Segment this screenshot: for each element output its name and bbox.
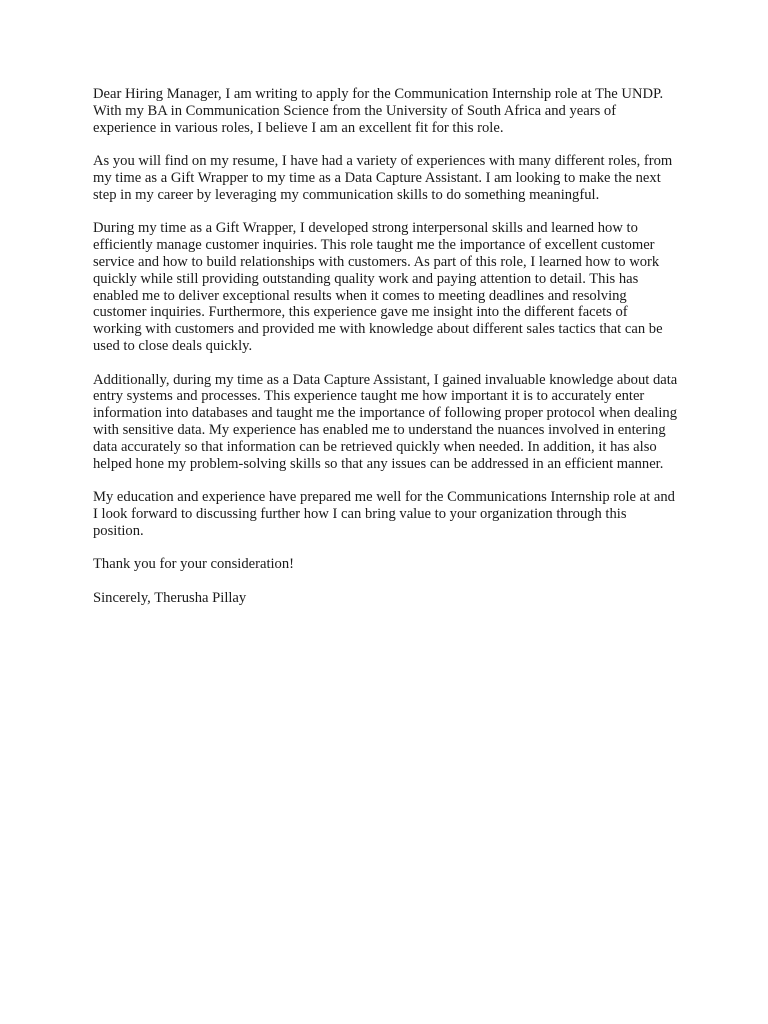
letter-paragraph-intro: Dear Hiring Manager, I am writing to apply for the Communication Internship role at The UNDP. With my BA in Communication Science from the University of South Africa and years of experience in various roles, I believe I am an excellent fit for this role. [93,86,664,136]
letter-paragraph-experience-overview: As you will find on my resume, I have had a variety of experiences with many different roles, from my time as a Gift Wrapper to my time as a Data Capture Assistant. I am looking to make the next step in my career by leveraging my communication skills to do something meaningful. [93,153,673,203]
letter-paragraph-data-capture: Additionally, during my time as a Data Capture Assistant, I gained invaluable knowledge about data entry systems and processes. This experience taught me how important it is to accurately enter information into databases and taught me the importance of following proper protocol when dealing with sensitive data. My experience has enabled me to understand the nuances involved in entering data accurately so that information can be retrieved quickly when needed. In addition, it has also helped hone my problem-solving skills so that any issues can be addressed in an efficient manner. [93,371,678,472]
cover-letter-body [93,86,679,624]
letter-paragraph-gift-wrapper: During my time as a Gift Wrapper, I developed strong interpersonal skills and learned how to efficiently manage customer inquiries. This role taught me the importance of excellent customer service and how to build relationships with customers. As part of this role, I learned how to work quickly while still providing outstanding quality work and paying attention to detail. This has enabled me to deliver exceptional results when it comes to meeting deadlines and resolving customer inquiries. Furthermore, this experience gave me insight into the different facets of working with customers and provided me with knowledge about different sales tactics that can be used to close deals quickly. [93,220,663,354]
letter-paragraph-closing: My education and experience have prepared me well for the Communications Internship role at and I look forward to discussing further how I can bring value to your organization through this position. [93,489,675,539]
letter-thank-you: Thank you for your consideration! [93,556,295,573]
letter-signature: Sincerely, Therusha Pillay [93,589,247,606]
